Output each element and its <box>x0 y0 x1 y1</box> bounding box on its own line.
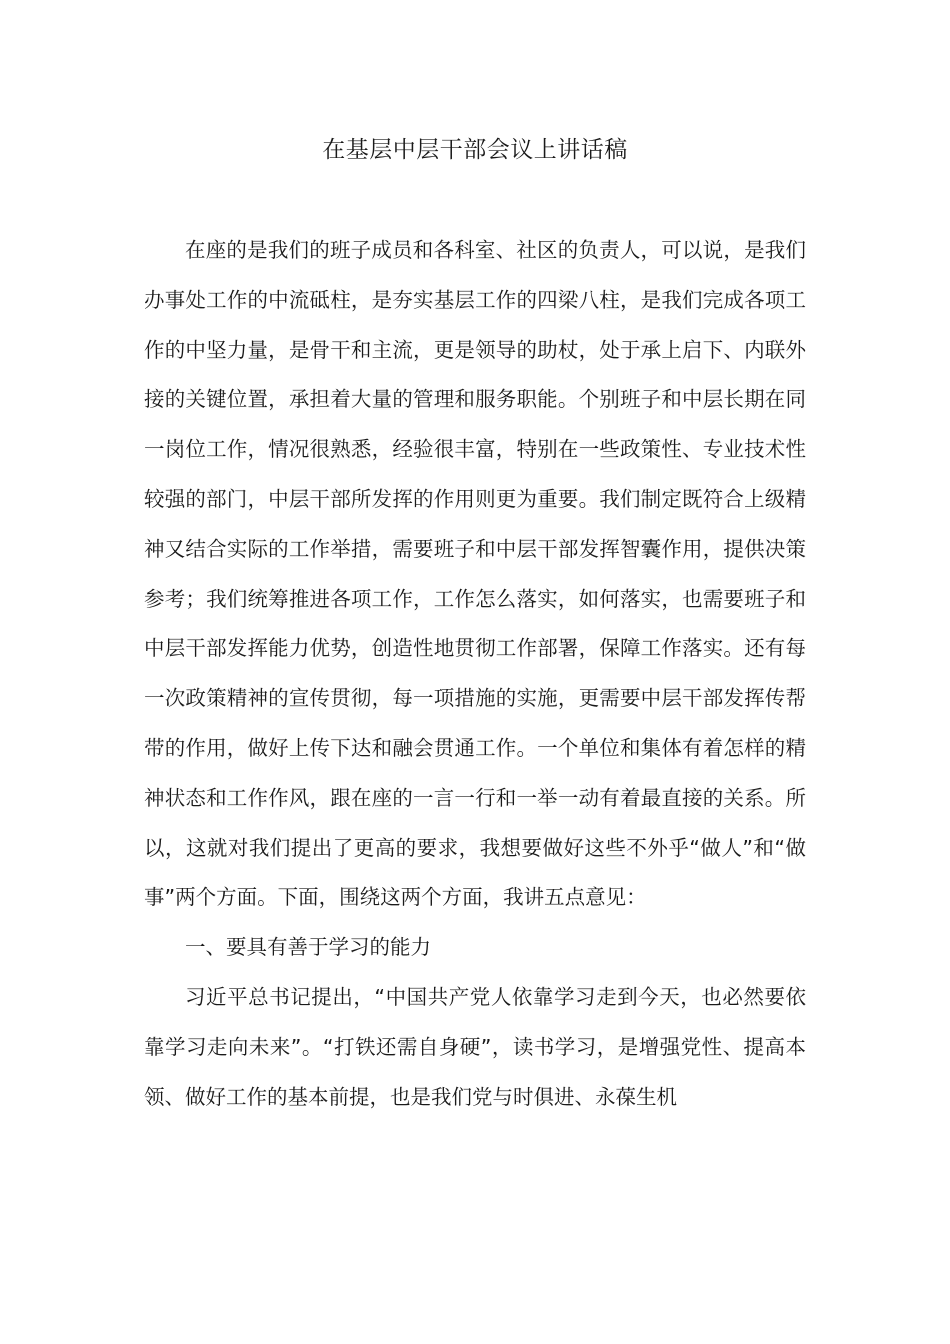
body-paragraph: 在座的是我们的班子成员和各科室、社区的负责人，可以说，是我们办事处工作的中流砥柱，是夯实基层工作的四梁八柱，是我们完成各项工作的中坚力量，是骨干和主流，更是领导的助杖，处于承上启下、内联外接的关键位置，承担着大量的管理和服务职能。个别班子和中层长期在同一岗位工作，情况很熟悉，经验很丰富，特别在一些政策性、专业技术性较强的部门，中层干部所发挥的作用则更为重要。我们制定既符合上级精神又结合实际的工作举措，需要班子和中层干部发挥智囊作用，提供决策参考；我们统筹推进各项工作，工作怎么落实，如何落实，也需要班子和中层干部发挥能力优势，创造性地贯彻工作部署，保障工作落实。还有每一次政策精神的宣传贯彻，每一项措施的实施，更需要中层干部发挥传帮带的作用，做好上传下达和融会贯通工作。一个单位和集体有着怎样的精神状态和工作作风，跟在座的一言一行和一举一动有着最直接的关系。所以，这就对我们提出了更高的要求，我想要做好这些不外乎“做人”和“做事”两个方面。下面，围绕这两个方面，我讲五点意见： <box>144 238 806 910</box>
document-body <box>144 226 806 1122</box>
section-heading: 一、要具有善于学习的能力 <box>185 935 431 960</box>
body-paragraph: 习近平总书记提出，“中国共产党人依靠学习走到今天，也必然要依靠学习走向未来”。“打铁还需自身硬”，读书学习，是增强党性、提高本领、做好工作的基本前提，也是我们党与时俱进、永葆生机 <box>144 984 806 1109</box>
document-title: 在基层中层干部会议上讲话稿 <box>322 137 628 163</box>
